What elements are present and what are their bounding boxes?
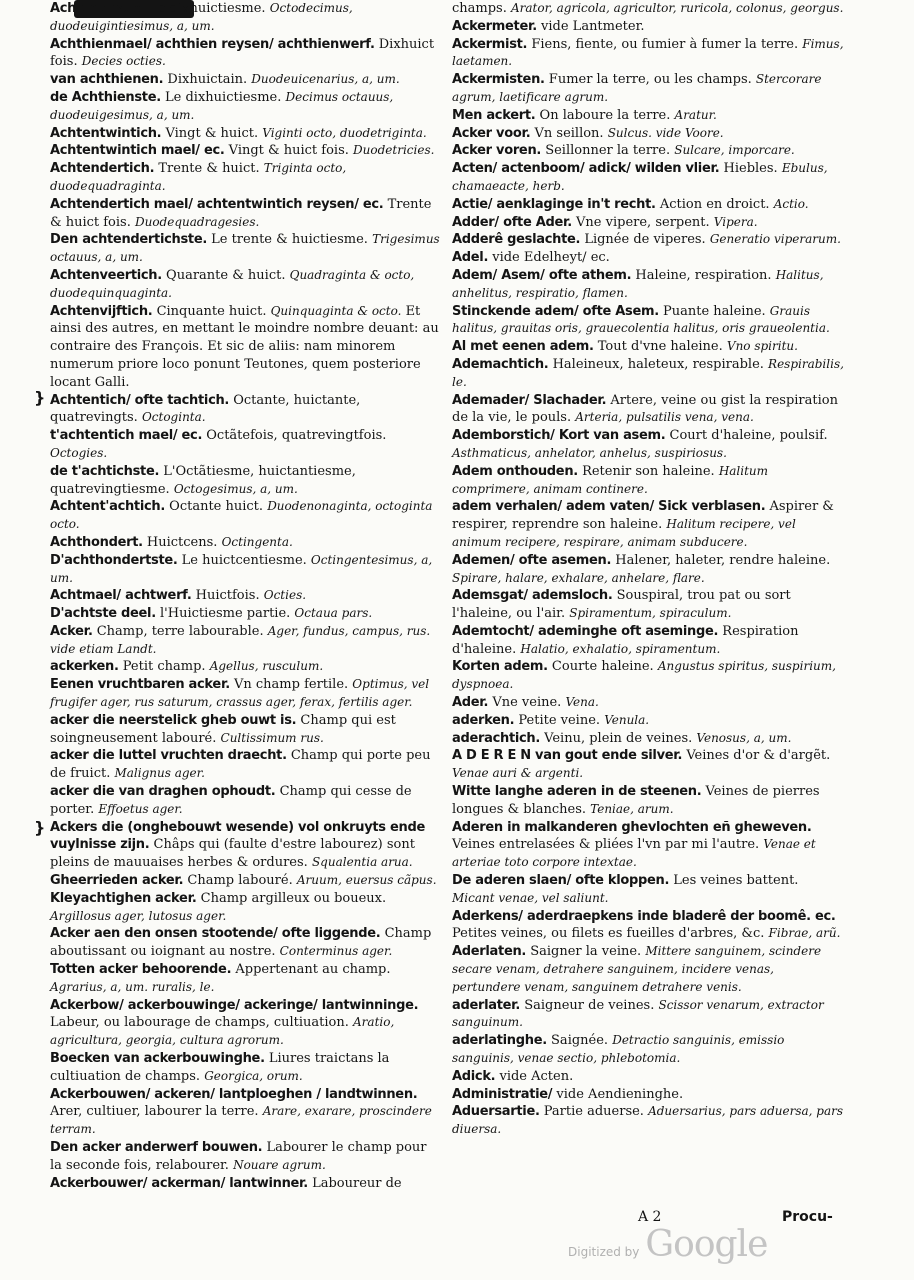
french-gloss: Liures traictans la cultiuation de champs. (50, 1051, 390, 1084)
headword: Adel. (452, 250, 489, 266)
headword: Ader. (452, 695, 489, 711)
latin-gloss: Sulcare, imporcare. (674, 143, 795, 158)
headword: Actie/ aenklaginge in't recht. (452, 196, 656, 212)
headword: Ademen/ ofte asemen. (452, 552, 612, 568)
french-gloss: Vingt & huict fois. (228, 143, 349, 159)
dictionary-entry (50, 1086, 440, 1139)
dictionary-entry (50, 872, 440, 890)
dictionary-entry (50, 142, 440, 160)
headword: adem verhalen/ adem vaten/ Sick verblasen. (452, 499, 766, 515)
dictionary-entry (50, 676, 440, 712)
french-gloss: Champ argilleux ou boueux. (200, 890, 387, 906)
dictionary-entry (452, 908, 844, 944)
dictionary-entry (452, 819, 844, 872)
latin-gloss: Georgica, orum. (204, 1068, 303, 1083)
dictionary-entry (452, 747, 844, 783)
entry-note: Et ainsi des autres, en mettant le moindre nombre deuant: au contraire des François. Et sic de aliis: nam minorem numerum priore loco ponunt Teutones, quem posteriore locant Galli. (50, 303, 439, 390)
french-gloss: Veinu, plein de veines. (544, 730, 693, 746)
dictionary-entry (50, 534, 440, 552)
headword: Achtthienste. (50, 1, 146, 16)
french-gloss: Huictcens. (146, 534, 218, 550)
headword: Achtmael/ achtwerf. (50, 588, 192, 604)
google-logo: Google (645, 1224, 768, 1265)
latin-gloss: Agellus, rusculum. (209, 659, 324, 674)
latin-gloss: Octingenta. (221, 534, 293, 549)
french-gloss: Le huictcentiesme. (181, 552, 307, 568)
signature-mark: A 2 (638, 1209, 662, 1225)
digitized-by-label: Digitized by (568, 1245, 640, 1259)
dictionary-entry (452, 36, 844, 72)
dictionary-entry (50, 605, 440, 623)
headword: Den acker anderwerf bouwen. (50, 1140, 263, 1155)
dictionary-entry (50, 1050, 440, 1086)
headword: de Achthienste. (50, 89, 161, 105)
french-gloss: Octante huict. (169, 499, 264, 515)
french-gloss: Vn champ fertile. (233, 677, 349, 693)
latin-gloss: Arare, exarare, proscindere terram. (50, 1104, 432, 1137)
french-gloss: Action en droict. (659, 196, 770, 212)
latin-gloss: Duodetricies. (353, 143, 435, 158)
dictionary-entry (50, 427, 440, 463)
latin-gloss: Respirabilis, le. (452, 356, 844, 389)
headword: Achtentich/ ofte tachtich. (50, 392, 230, 408)
headword: de t'achtichste. (50, 463, 160, 479)
french-gloss: Appertenant au champ. (235, 962, 391, 978)
french-gloss: Champ, terre labourable. (96, 623, 264, 639)
headword: ackerken. (50, 659, 119, 675)
headword: Achtenveertich. (50, 267, 162, 283)
french-gloss: Quarante & huict. (166, 267, 286, 283)
dictionary-entry (50, 1139, 440, 1175)
dictionary-entry (452, 392, 844, 428)
dictionary-entry (50, 125, 440, 143)
latin-gloss: Optimus, vel frugifer ager, rus saturum, crassus ager, ferax, fertilis ager. (50, 677, 430, 710)
dictionary-entry (50, 196, 440, 232)
french-gloss: Halener, haleter, rendre haleine. (615, 552, 831, 568)
latin-gloss: Asthmaticus, anhelator, anhelus, suspiriosus. (452, 445, 727, 460)
latin-gloss: Halitus, anhelitus, respiratio, flamen. (452, 267, 824, 300)
headword: Men ackert. (452, 107, 536, 123)
latin-gloss: Venae auri & argenti. (452, 766, 584, 781)
latin-gloss: Triginta octo, duodequadraginta. (50, 161, 347, 193)
headword: De aderen slaen/ ofte kloppen. (452, 873, 670, 889)
headword: Achthondert. (50, 534, 143, 550)
french-gloss: Respiration d'haleine. (452, 623, 799, 657)
dictionary-entry (452, 997, 844, 1033)
headword: Acker. (50, 623, 93, 639)
latin-gloss: Nouare agrum. (233, 1157, 326, 1172)
french-gloss: On laboure la terre. (539, 107, 671, 123)
latin-gloss: Trigesimus octauus, a, um. (50, 232, 440, 265)
dictionary-entry (50, 231, 440, 267)
dictionary-entry (452, 552, 844, 588)
latin-gloss: Octaua pars. (294, 606, 373, 621)
french-gloss: Petit champ. (122, 659, 206, 675)
headword: acker die luttel vruchten draecht. (50, 748, 287, 764)
latin-gloss: Arator, agricola, agricultor, ruricola, colonus, georgus. (511, 1, 844, 15)
latin-gloss: Squalentia arua. (311, 855, 413, 870)
dictionary-entry (452, 783, 844, 819)
dictionary-entry (452, 587, 844, 623)
latin-gloss: Malignus ager. (114, 766, 205, 781)
latin-gloss: Fibrae, arũ. (768, 926, 841, 941)
dictionary-entry (452, 1086, 844, 1104)
french-gloss: L'Octãtiesme, huictantiesme, quatrevingtiesme. (50, 463, 356, 497)
headword: Ackerbouwer/ ackerman/ lantwinner. (50, 1175, 308, 1191)
dictionary-entry (50, 498, 440, 534)
latin-gloss: Aduersarius, pars aduersa, pars diuersa. (452, 1104, 844, 1137)
latin-gloss: Quinquaginta & octo. (270, 303, 402, 318)
french-gloss: Court d'haleine, poulsif. (669, 428, 828, 444)
latin-gloss: Spiramentum, spiraculum. (569, 606, 732, 621)
dictionary-entry (50, 552, 440, 588)
latin-gloss: Halitum recipere, vel animum recipere, respirare, animam subducere. (452, 517, 796, 549)
dictionary-entry (452, 1068, 844, 1086)
french-gloss: Artere, veine ou gist la respiration de la vie, le pouls. (452, 392, 838, 426)
latin-gloss: Teniae, arum. (590, 801, 674, 816)
latin-gloss: Agrarius, a, um. ruralis, le. (50, 979, 215, 994)
headword: Ackermist. (452, 36, 528, 52)
headword: aderlatinghe. (452, 1033, 547, 1049)
latin-gloss: Duodeuicenarius, a, um. (251, 72, 400, 87)
dictionary-entry (452, 71, 844, 107)
headword: t'achtentich mael/ ec. (50, 428, 203, 444)
dictionary-entry (50, 783, 440, 819)
french-gloss: Saignée. (551, 1033, 609, 1049)
dictionary-entry (452, 107, 844, 125)
latin-gloss: Octingentesimus, a, um. (50, 552, 433, 585)
headword: Adder/ ofte Ader. (452, 214, 572, 230)
latin-gloss: Venae et arteriae toto corpore intextae. (452, 837, 816, 870)
latin-gloss: Octies. (263, 588, 307, 603)
french-gloss: Puante haleine. (663, 303, 766, 319)
french-gloss: Huictfois. (195, 588, 260, 604)
right-column (452, 0, 844, 1139)
dictionary-entry (50, 658, 440, 676)
french-gloss: Labourer le champ pour la seconde fois, relabourer. (50, 1140, 427, 1173)
french-gloss: Vne veine. (492, 695, 562, 711)
headword: Acker aen den onsen stootende/ ofte liggende. (50, 926, 381, 942)
latin-gloss: Decies octies. (81, 54, 166, 69)
french-gloss: Vingt & huict. (165, 125, 259, 141)
dictionary-entry (452, 18, 844, 36)
french-gloss: Hiebles. (723, 161, 778, 177)
dictionary-entry (452, 338, 844, 356)
latin-gloss: Angustus spiritus, suspirium, dyspnoea. (452, 659, 836, 692)
latin-gloss: Micant venae, vel saliunt. (452, 890, 609, 905)
dictionary-entry (50, 36, 440, 72)
headword: Aduersartie. (452, 1104, 540, 1120)
latin-gloss: Grauis halitus, grauitas oris, grauecolentia halitus, oris graueolentia. (452, 303, 830, 336)
headword: aderken. (452, 712, 515, 728)
headword: Achtent'achtich. (50, 499, 166, 515)
latin-gloss: Vipera. (713, 214, 758, 229)
headword: Gheerrieden acker. (50, 873, 184, 889)
dictionary-entry (50, 997, 440, 1050)
french-gloss: Labeur, ou labourage de champs, cultiuation. (50, 1015, 349, 1031)
dictionary-entry (452, 0, 844, 18)
latin-gloss: Halitum comprimere, animam continere. (452, 463, 769, 496)
headword: Adick. (452, 1068, 496, 1084)
latin-gloss: Venula. (604, 712, 650, 727)
latin-gloss: Ager, fundus, campus, rus. vide etiam Landt. (50, 623, 431, 656)
headword: Aderlaten. (452, 944, 527, 960)
french-gloss: Seillonner la terre. (545, 143, 671, 159)
french-gloss: Châps qui (faulte d'estre labourez) sont pleins de mauuaises herbes & ordures. (50, 837, 415, 871)
french-gloss: Courte haleine. (551, 659, 654, 675)
headword: Boecken van ackerbouwinghe. (50, 1051, 265, 1067)
headword: Den achtendertichste. (50, 232, 207, 248)
latin-gloss: Duodequadragesies. (134, 214, 260, 229)
headword: Ademtocht/ ademinghe oft aseminge. (452, 623, 719, 639)
latin-gloss: Venosus, a, um. (696, 730, 792, 745)
french-gloss: Octãtefois, quatrevingtfois. (206, 428, 387, 444)
french-gloss: Tout d'vne haleine. (597, 339, 723, 355)
french-gloss: Haleineux, haleteux, respirable. (552, 356, 764, 372)
dictionary-entry (50, 925, 440, 961)
french-gloss: Haleine, respiration. (635, 267, 772, 283)
headword: Totten acker behoorende. (50, 962, 232, 978)
dictionary-entry (452, 658, 844, 694)
headword: aderlater. (452, 997, 521, 1013)
french-gloss: Saigner la veine. (530, 944, 642, 960)
latin-gloss: Arteria, pulsatilis vena, vena. (575, 410, 754, 425)
dictionary-entry (452, 872, 844, 908)
dictionary-entry (50, 961, 440, 997)
headword: van achthienen. (50, 72, 164, 88)
french-gloss: Dixhuict fois. (50, 36, 435, 70)
french-gloss: champs. (452, 1, 507, 16)
dictionary-entry (50, 712, 440, 748)
french-gloss: Champ qui porte peu de fruict. (50, 748, 431, 782)
headword: Achtentwintich mael/ ec. (50, 143, 225, 159)
headword: A D E R E N van gout ende silver. (452, 748, 683, 764)
dictionary-entry (452, 214, 844, 232)
dictionary-entry (452, 943, 844, 996)
latin-gloss: Mittere sanguinem, scindere secare venam, detrahere sanguinem, incidere venas, pertundere venam, sanguinem detrahere venis. (452, 944, 822, 994)
latin-gloss: Octogies. (50, 445, 108, 460)
french-gloss: l'Huictiesme partie. (160, 606, 291, 622)
dictionary-entry (50, 587, 440, 605)
french-gloss: Laboureur de (312, 1175, 402, 1191)
dictionary-entry (452, 142, 844, 160)
french-gloss: Dixhuictain. (167, 72, 248, 88)
latin-gloss: Viginti octo, duodetriginta. (262, 125, 427, 140)
headword: Adem onthouden. (452, 463, 578, 479)
dictionary-entry (452, 730, 844, 748)
latin-gloss: Octodecimus, duodeuigintiesimus, a, um. (50, 1, 353, 33)
headword: Achtentwintich. (50, 125, 162, 141)
french-gloss: Fumer la terre, ou les champs. (548, 72, 752, 88)
dictionary-entry (452, 231, 844, 249)
latin-gloss: Duodenonaginta, octoginta octo. (50, 499, 433, 532)
headword: acker die neerstelick gheb ouwt is. (50, 712, 297, 728)
french-gloss: Aspirer & respirer, reprendre son haleine. (452, 499, 834, 533)
margin-mark: } (34, 818, 46, 837)
latin-gloss: Vno spiritu. (726, 339, 798, 354)
french-gloss: Retenir son haleine. (582, 463, 715, 479)
french-gloss: vide Aendieninghe. (556, 1086, 684, 1102)
dictionary-entry (50, 71, 440, 89)
latin-gloss: Detractio sanguinis, emissio sanguinis, venae sectio, phlebotomia. (452, 1033, 785, 1066)
french-gloss: Les veines battent. (673, 873, 799, 889)
latin-gloss: Halatio, exhalatio, spiramentum. (520, 641, 721, 656)
dictionary-entry (452, 712, 844, 730)
dictionary-entry (452, 498, 844, 551)
headword: Ademachtich. (452, 356, 549, 372)
latin-gloss: Octoginta. (141, 410, 206, 425)
french-gloss: Saigneur de veines. (524, 997, 655, 1013)
dictionary-entry (452, 694, 844, 712)
latin-gloss: Stercorare agrum, laetificare agrum. (452, 72, 822, 104)
french-gloss: Fiens, fiente, ou fumier à fumer la terre. (531, 36, 799, 52)
french-gloss: Champ qui est soingneusement labouré. (50, 712, 396, 746)
latin-gloss: Vena. (565, 695, 599, 710)
headword: Ademsgat/ ademsloch. (452, 588, 613, 604)
headword: Eenen vruchtbaren acker. (50, 677, 230, 693)
headword: Stinckende adem/ ofte Asem. (452, 303, 659, 319)
google-watermark (568, 1224, 767, 1265)
dictionary-entry (452, 249, 844, 267)
headword: Ackerbouwen/ ackeren/ lantploeghen / landtwinnen. (50, 1086, 418, 1102)
dictionary-entry (50, 819, 440, 872)
french-gloss: Le dixhuictiesme. (165, 89, 282, 105)
headword: Ackermeter. (452, 18, 537, 34)
dictionary-entry (452, 160, 844, 196)
latin-gloss: Conterminus ager. (279, 944, 393, 959)
french-gloss: Lignée de viperes. (584, 232, 706, 248)
headword: Achtenvijftich. (50, 303, 153, 319)
dictionary-entry (50, 1175, 440, 1193)
dictionary-entry (50, 463, 440, 499)
latin-gloss: Generatio viperarum. (709, 232, 841, 247)
latin-gloss: Octogesimus, a, um. (173, 481, 298, 496)
dictionary-entry (452, 1103, 844, 1139)
dictionary-entry (452, 623, 844, 659)
headword: Korten adem. (452, 659, 548, 675)
latin-gloss: Ebulus, chamaeacte, herb. (452, 161, 828, 193)
headword: Al met eenen adem. (452, 339, 594, 355)
dictionary-entry (452, 125, 844, 143)
dictionary-entry (50, 392, 440, 428)
latin-gloss: Quadraginta & octo, duodequinquaginta. (50, 267, 415, 300)
headword: Witte langhe aderen in de steenen. (452, 784, 702, 800)
dictionary-entry (452, 303, 844, 339)
dictionary-entry (50, 160, 440, 196)
dictionary-entry (452, 196, 844, 214)
headword: Adderê geslachte. (452, 232, 581, 248)
headword: Achthienmael/ achthien reysen/ achthienwerf. (50, 36, 375, 52)
french-gloss: Petites veines, ou filets es fueilles d'arbres, &c. (452, 926, 765, 942)
headword: Ackers die (onghebouwt wesende) vol onkruyts ende vuylnisse zijn. (50, 819, 425, 853)
french-gloss: Champ labouré. (187, 873, 293, 889)
french-gloss: Cinquante huict. (156, 303, 267, 319)
french-gloss: vide Acten. (499, 1068, 574, 1084)
headword: Acten/ actenboom/ adick/ wilden vlier. (452, 161, 720, 177)
headword: aderachtich. (452, 730, 541, 746)
headword: Aderen in malkanderen ghevlochten eñ gheweven. (452, 819, 812, 835)
headword: Ackerbow/ ackerbouwinge/ ackeringe/ lantwinninge. (50, 997, 419, 1013)
headword: Achtendertich mael/ achtentwintich reysen/ ec. (50, 196, 384, 212)
french-gloss: Octante, huictante, quatrevingts. (50, 392, 361, 426)
french-gloss: Veines entrelasées & pliées l'vn par mi l'autre. (452, 837, 760, 853)
dictionary-entry (50, 890, 440, 926)
french-gloss: Trente & huict fois. (50, 196, 432, 230)
latin-gloss: Argillosus ager, lutosus ager. (50, 908, 227, 923)
french-gloss: Vn seillon. (534, 125, 604, 141)
latin-gloss: Scissor venarum, extractor sanguinum. (452, 997, 824, 1030)
dictionary-entry (50, 623, 440, 659)
dictionary-entry (50, 267, 440, 303)
latin-gloss: Decimus octauus, duodeuigesimus, a, um. (50, 89, 394, 122)
french-gloss: Champ aboutissant ou ioignant au nostre. (50, 926, 432, 960)
french-gloss: Le dixhuictiesme. (149, 1, 266, 16)
dictionary-entry (452, 463, 844, 499)
dictionary-entry (452, 356, 844, 392)
latin-gloss: Fimus, laetamen. (452, 36, 844, 69)
headword: Acker voor. (452, 125, 531, 141)
headword: Achtendertich. (50, 161, 155, 177)
french-gloss: Partie aduerse. (543, 1104, 644, 1120)
headword: acker die van draghen ophoudt. (50, 784, 276, 800)
headword: Ademborstich/ Kort van asem. (452, 428, 666, 444)
latin-gloss: Cultissimum rus. (220, 730, 324, 745)
french-gloss: Veines d'or & d'argẽt. (686, 748, 831, 764)
french-gloss: Vne vipere, serpent. (576, 214, 710, 230)
french-gloss: Champ qui cesse de porter. (50, 784, 412, 817)
latin-gloss: Effoetus ager. (98, 801, 183, 816)
dictionary-entry (50, 0, 440, 36)
headword: Ademader/ Slachader. (452, 392, 607, 408)
left-column (50, 0, 440, 1192)
headword: Ackermisten. (452, 72, 545, 88)
latin-gloss: Aratur. (674, 107, 717, 122)
headword: Administratie/ (452, 1086, 553, 1102)
margin-mark: } (34, 388, 46, 407)
catchword: Procu- (782, 1209, 833, 1225)
headword: Acker voren. (452, 143, 542, 159)
dictionary-entry (452, 1032, 844, 1068)
headword: Kleyachtighen acker. (50, 890, 197, 906)
french-gloss: Arer, cultiuer, labourer la terre. (50, 1104, 259, 1120)
french-gloss: Souspiral, trou pat ou sort l'haleine, ou l'air. (452, 588, 791, 622)
french-gloss: Petite veine. (518, 712, 601, 728)
latin-gloss: Aratio, agricultura, georgia, cultura agrorum. (50, 1015, 395, 1048)
headword: D'achthondertste. (50, 552, 178, 568)
french-gloss: Veines de pierres longues & blanches. (452, 784, 820, 817)
french-gloss: Trente & huict. (158, 161, 260, 177)
headword: Aderkens/ aderdraepkens inde bladerê der boomê. ec. (452, 908, 836, 924)
latin-gloss: Aruum, euersus cãpus. (296, 873, 437, 888)
dictionary-entry (452, 427, 844, 463)
dictionary-entry (50, 89, 440, 125)
dictionary-entry (452, 267, 844, 303)
french-gloss: Le trente & huictiesme. (211, 232, 368, 248)
dictionary-entry (50, 303, 440, 392)
french-gloss: vide Lantmeter. (541, 18, 645, 34)
headword: Adem/ Asem/ ofte athem. (452, 267, 632, 283)
headword: D'achtste deel. (50, 606, 156, 622)
latin-gloss: Spirare, halare, exhalare, anhelare, flare. (452, 570, 705, 585)
french-gloss: vide Edelheyt/ ec. (492, 250, 610, 266)
dictionary-entry (50, 747, 440, 783)
latin-gloss: Sulcus. vide Voore. (607, 125, 724, 140)
latin-gloss: Actio. (773, 196, 809, 211)
